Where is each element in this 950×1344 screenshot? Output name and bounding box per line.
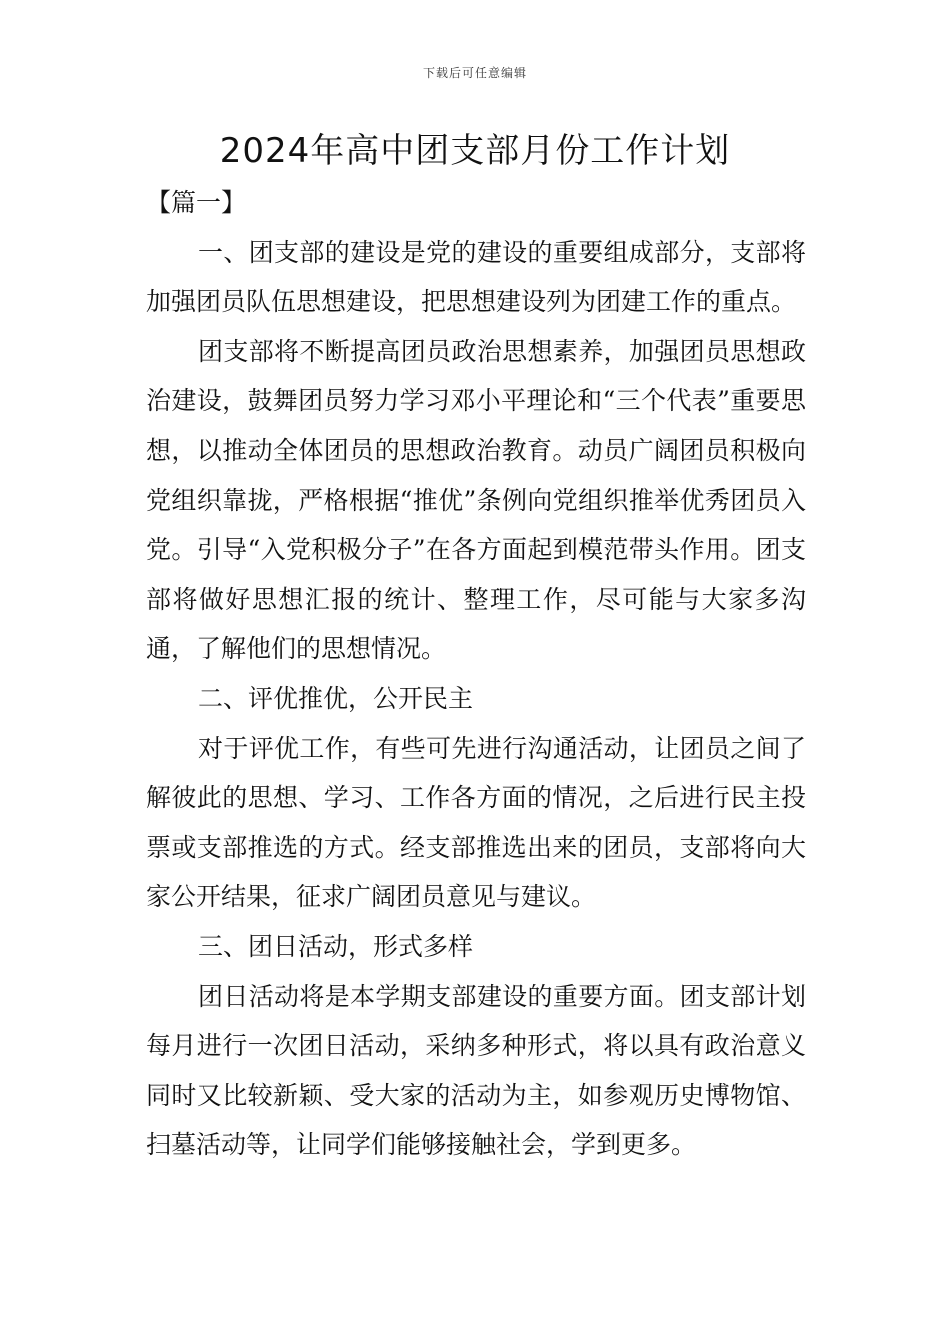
section-label: 【篇一】 — [146, 188, 247, 217]
subheading-3: 三、团日活动，形式多样 — [198, 931, 474, 961]
document-body — [146, 178, 806, 1170]
paragraph-3: 对于评优工作，有些可先进行沟通活动，让团员之间了解彼此的思想、学习、工作各方面的情况，之后进行民主投票或支部推选的方式。经支部推选出来的团员，支部将向大家公开结果，征求广阔团员意见与建议。 — [146, 733, 806, 912]
subheading-2: 二、评优推优，公开民主 — [198, 683, 474, 713]
document-title: 2024年高中团支部月份工作计划 — [219, 131, 731, 171]
header-note: 下载后可任意编辑 — [422, 66, 527, 80]
paragraph-1: 一、团支部的建设是党的建设的重要组成部分，支部将加强团员队伍思想建设，把思想建设列为团建工作的重点。 — [146, 237, 806, 317]
paragraph-4: 团日活动将是本学期支部建设的重要方面。团支部计划每月进行一次团日活动，采纳多种形式，将以具有政治意义同时又比较新颖、受大家的活动为主，如参观历史博物馆、扫墓活动等，让同学们能够接触社会，学到更多。 — [146, 981, 806, 1160]
paragraph-2: 团支部将不断提高团员政治思想素养，加强团员思想政治建设，鼓舞团员努力学习邓小平理论和“三个代表”重要思想，以推动全体团员的思想政治教育。动员广阔团员积极向党组织靠拢，严格根据“推优”条例向党组织推举优秀团员入党。引导“入党积极分子”在各方面起到模范带头作用。团支部将做好思想汇报的统计、整理工作，尽可能与大家多沟通，了解他们的思想情况。 — [146, 336, 806, 664]
